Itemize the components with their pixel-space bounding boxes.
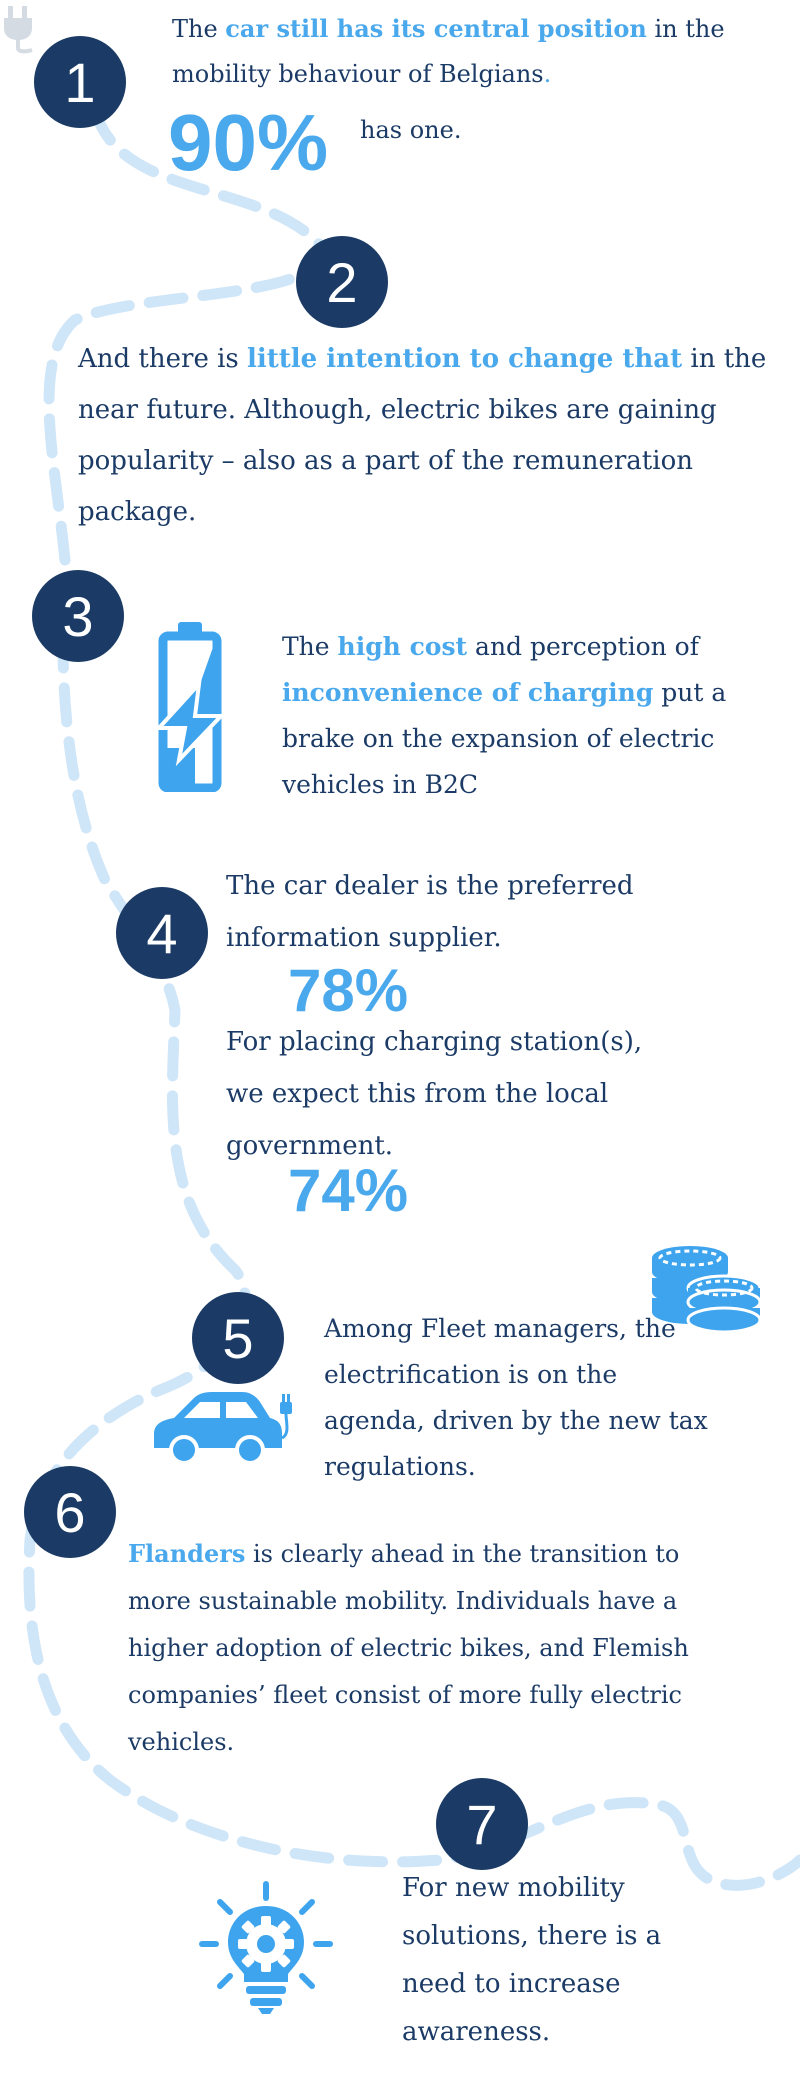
step-4-stat-a: 78% <box>288 957 409 1024</box>
step-4-badge: 4 <box>116 887 208 979</box>
step-1-stat-caption: has one. <box>360 116 462 144</box>
step-5-badge: 5 <box>192 1292 284 1384</box>
step-1-highlight: car still has its central position <box>225 14 647 43</box>
step-3-badge: 3 <box>32 570 124 662</box>
step-1-badge: 1 <box>34 36 126 128</box>
plug-icon <box>2 4 48 54</box>
step-4-text-a: The car dealer is the preferred information supplier. <box>226 871 634 953</box>
step-2-text: And there is little intention to change that in the near future. Although, electric bikes are gaining popularity – also as a part of the remuneration package. <box>78 344 767 527</box>
step-1-stat: 90% <box>168 98 329 187</box>
step-2-badge: 2 <box>296 236 388 328</box>
battery-charging-icon <box>155 620 225 792</box>
step-4-stat-b: 74% <box>288 1157 409 1224</box>
step-5-text: Among Fleet managers, the electrification is on the agenda, driven by the new tax regulations. <box>324 1314 708 1481</box>
step-7-badge: 7 <box>436 1778 528 1870</box>
step-6-text: Flanders is clearly ahead in the transition to more sustainable mobility. Individuals have a higher adoption of electric bikes, and Flemish companies’ fleet consist of more fully electric vehicles. <box>128 1539 689 1756</box>
step-6-highlight: Flanders <box>128 1539 246 1568</box>
lightbulb-gear-icon <box>198 1880 334 2016</box>
step-3-highlight-cost: high cost <box>337 632 468 661</box>
step-1-text: The car still has its central position in the mobility behaviour of Belgians. <box>172 14 725 88</box>
step-4-text-b: For placing charging station(s), we expect this from the local government. <box>226 1027 643 1161</box>
step-6-badge: 6 <box>24 1466 116 1558</box>
electric-car-icon <box>150 1384 292 1470</box>
step-7-text: For new mobility solutions, there is a need to increase awareness. <box>402 1873 662 2047</box>
step-2-highlight: little intention to change that <box>247 344 683 374</box>
step-3-highlight-charging: inconvenience of charging <box>282 678 654 707</box>
step-3-text: The high cost and perception of inconvenience of charging put a brake on the expansion of electric vehicles in B2C <box>282 632 727 799</box>
